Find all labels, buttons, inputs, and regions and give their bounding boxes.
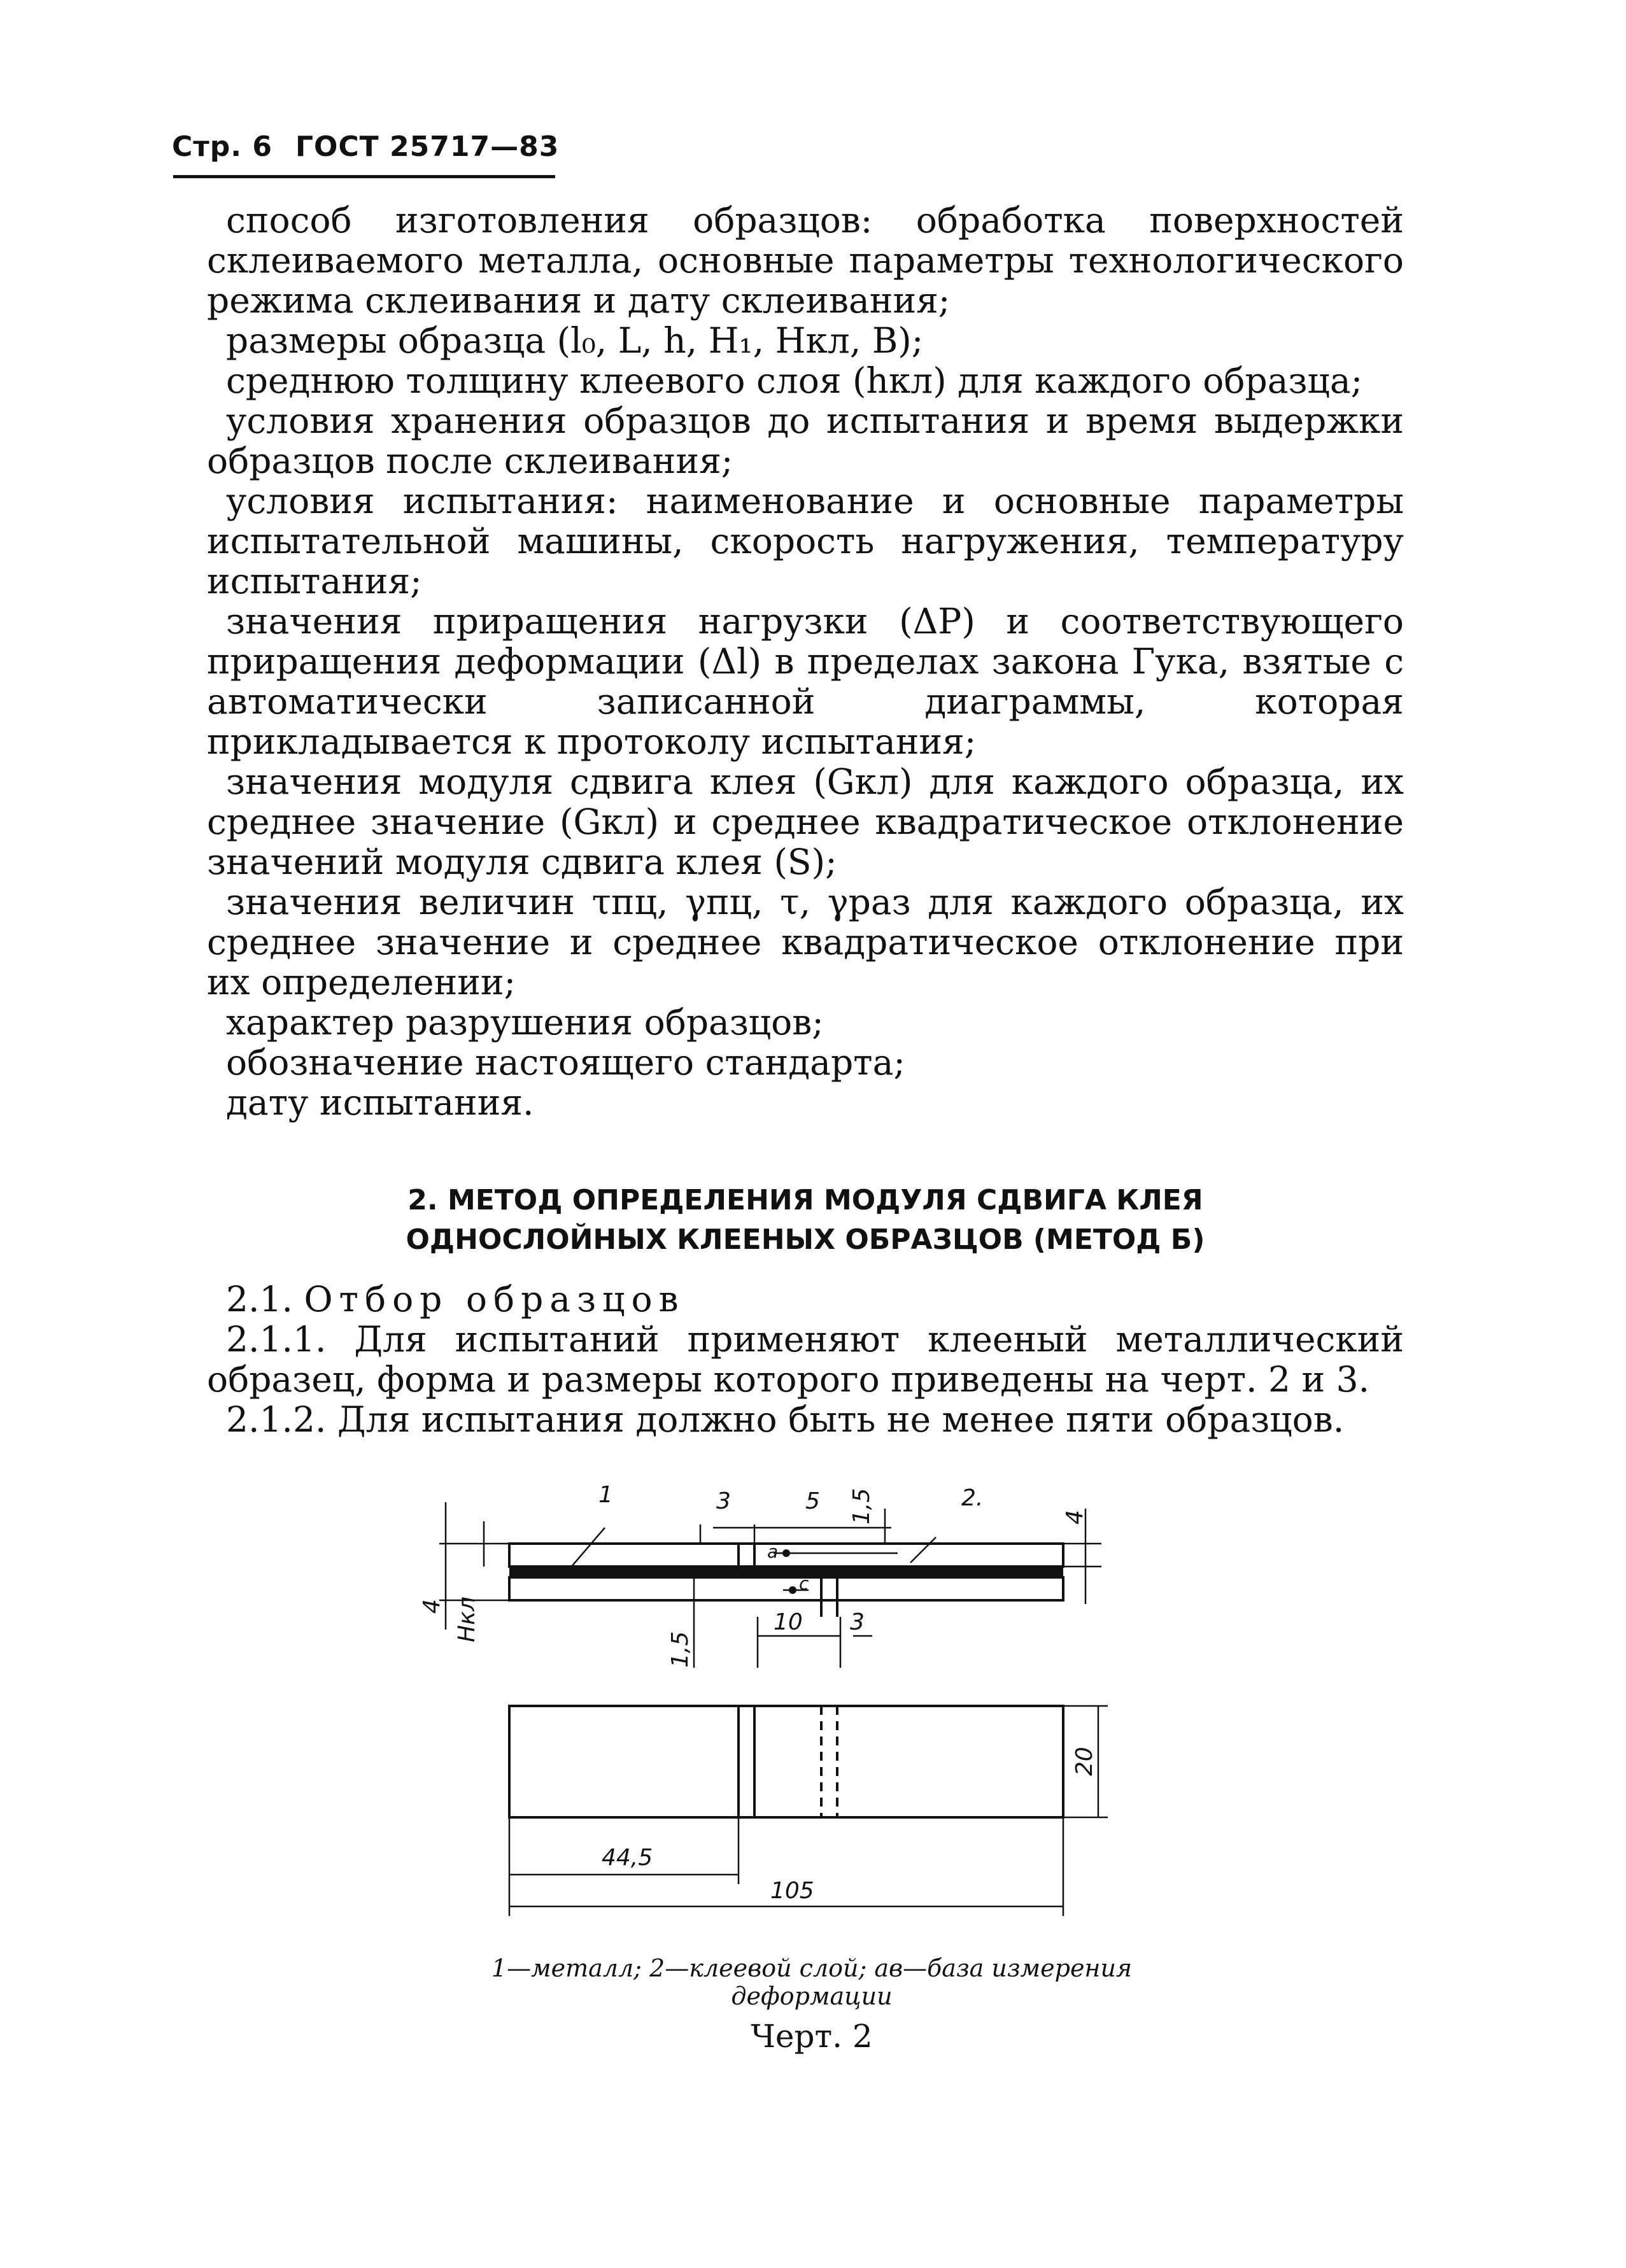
point-a-label: a bbox=[767, 1541, 779, 1562]
paragraph: значения модуля сдвига клея (Gкл) для каждого образца, их среднее значение (Gкл) и среднее квадратическое отклонение значений модуля сдвига клея (S); bbox=[207, 761, 1404, 882]
paragraph: характер разрушения образцов; bbox=[226, 1002, 824, 1043]
adhesive-layer bbox=[509, 1567, 1063, 1577]
paragraph: значения приращения нагрузки (ΔP) и соответствующего приращения деформации (Δl) в пределах закона Гука, взятые с автоматически записанной диаграммы, которая прикладывается к протоколу испытания; bbox=[207, 601, 1404, 762]
dim-3-bottom: 3 bbox=[850, 1609, 865, 1635]
subsection-title: Отбор образцов bbox=[304, 1279, 685, 1320]
point-c-label: c bbox=[799, 1573, 809, 1594]
paragraph: условия испытания: наименование и основные параметры испытательной машины, скорость нагружения, температуру испытания; bbox=[207, 481, 1404, 602]
dim-20: 20 bbox=[1071, 1747, 1098, 1776]
paragraph: значения величин τпц, γпц, τ, γраз для каждого образца, их среднее значение и среднее квадратическое отклонение при их определении; bbox=[207, 882, 1404, 1003]
dim-44-5: 44,5 bbox=[602, 1845, 653, 1871]
paragraph: среднюю толщину клеевого слоя (hкл) для каждого образца; bbox=[226, 360, 1363, 401]
plan-view bbox=[509, 1706, 1063, 1817]
section-title-line2: ОДНОСЛОЙНЫХ КЛЕЕНЫХ ОБРАЗЦОВ (МЕТОД Б) bbox=[406, 1223, 1205, 1256]
dim-5: 5 bbox=[805, 1488, 820, 1514]
paragraph: условия хранения образцов до испытания и время выдержки образцов после склеивания; bbox=[207, 400, 1404, 481]
dim-hkl: Hкл bbox=[454, 1596, 480, 1642]
page-number: Стр. 6 bbox=[172, 130, 272, 163]
plan-view-labels bbox=[602, 1747, 1098, 1904]
standard-code: ГОСТ 25717—83 bbox=[295, 130, 560, 163]
dim-1-5-top: 1,5 bbox=[849, 1488, 875, 1525]
specimen-outline bbox=[509, 1706, 1063, 1817]
paragraph: размеры образца (l₀, L, h, H₁, Hкл, B); bbox=[226, 320, 924, 361]
paragraph: способ изготовления образцов: обработка поверхностей склеиваемого металла, основные параметры технологического режима склеивания и дату склеивания; bbox=[207, 200, 1404, 321]
dim-1-5-bottom: 1,5 bbox=[667, 1631, 693, 1668]
paragraph: обозначение настоящего стандарта; bbox=[226, 1042, 905, 1083]
figure-number: Черт. 2 bbox=[751, 2018, 873, 2055]
paragraph: дату испытания. bbox=[226, 1082, 534, 1123]
dim-4-top: 4 bbox=[1062, 1510, 1088, 1525]
paragraph-2-1-1: 2.1.1. Для испытаний применяют клееный металлический образец, форма и размеры которого приведены на черт. 2 и 3. bbox=[207, 1319, 1404, 1400]
dim-105: 105 bbox=[770, 1878, 814, 1904]
metal-strip-lower bbox=[509, 1577, 1063, 1600]
paragraph-2-1-2: 2.1.2. Для испытания должно быть не менее пяти образцов. bbox=[226, 1399, 1345, 1440]
side-view-dimensions bbox=[439, 1502, 1101, 1668]
subsection-number: 2.1. bbox=[226, 1279, 293, 1320]
section-title-line1: 2. МЕТОД ОПРЕДЕЛЕНИЯ МОДУЛЯ СДВИГА КЛЕЯ bbox=[407, 1184, 1203, 1216]
dim-3-top: 3 bbox=[716, 1488, 731, 1514]
figure-caption: 1—металл; 2—клеевой слой; ав—база измерения деформации bbox=[491, 1954, 1133, 2010]
dim-10: 10 bbox=[774, 1609, 803, 1635]
callout-2-label: 2. bbox=[961, 1485, 984, 1511]
dim-4-left: 4 bbox=[419, 1599, 445, 1614]
callout-1-label: 1 bbox=[598, 1482, 613, 1508]
